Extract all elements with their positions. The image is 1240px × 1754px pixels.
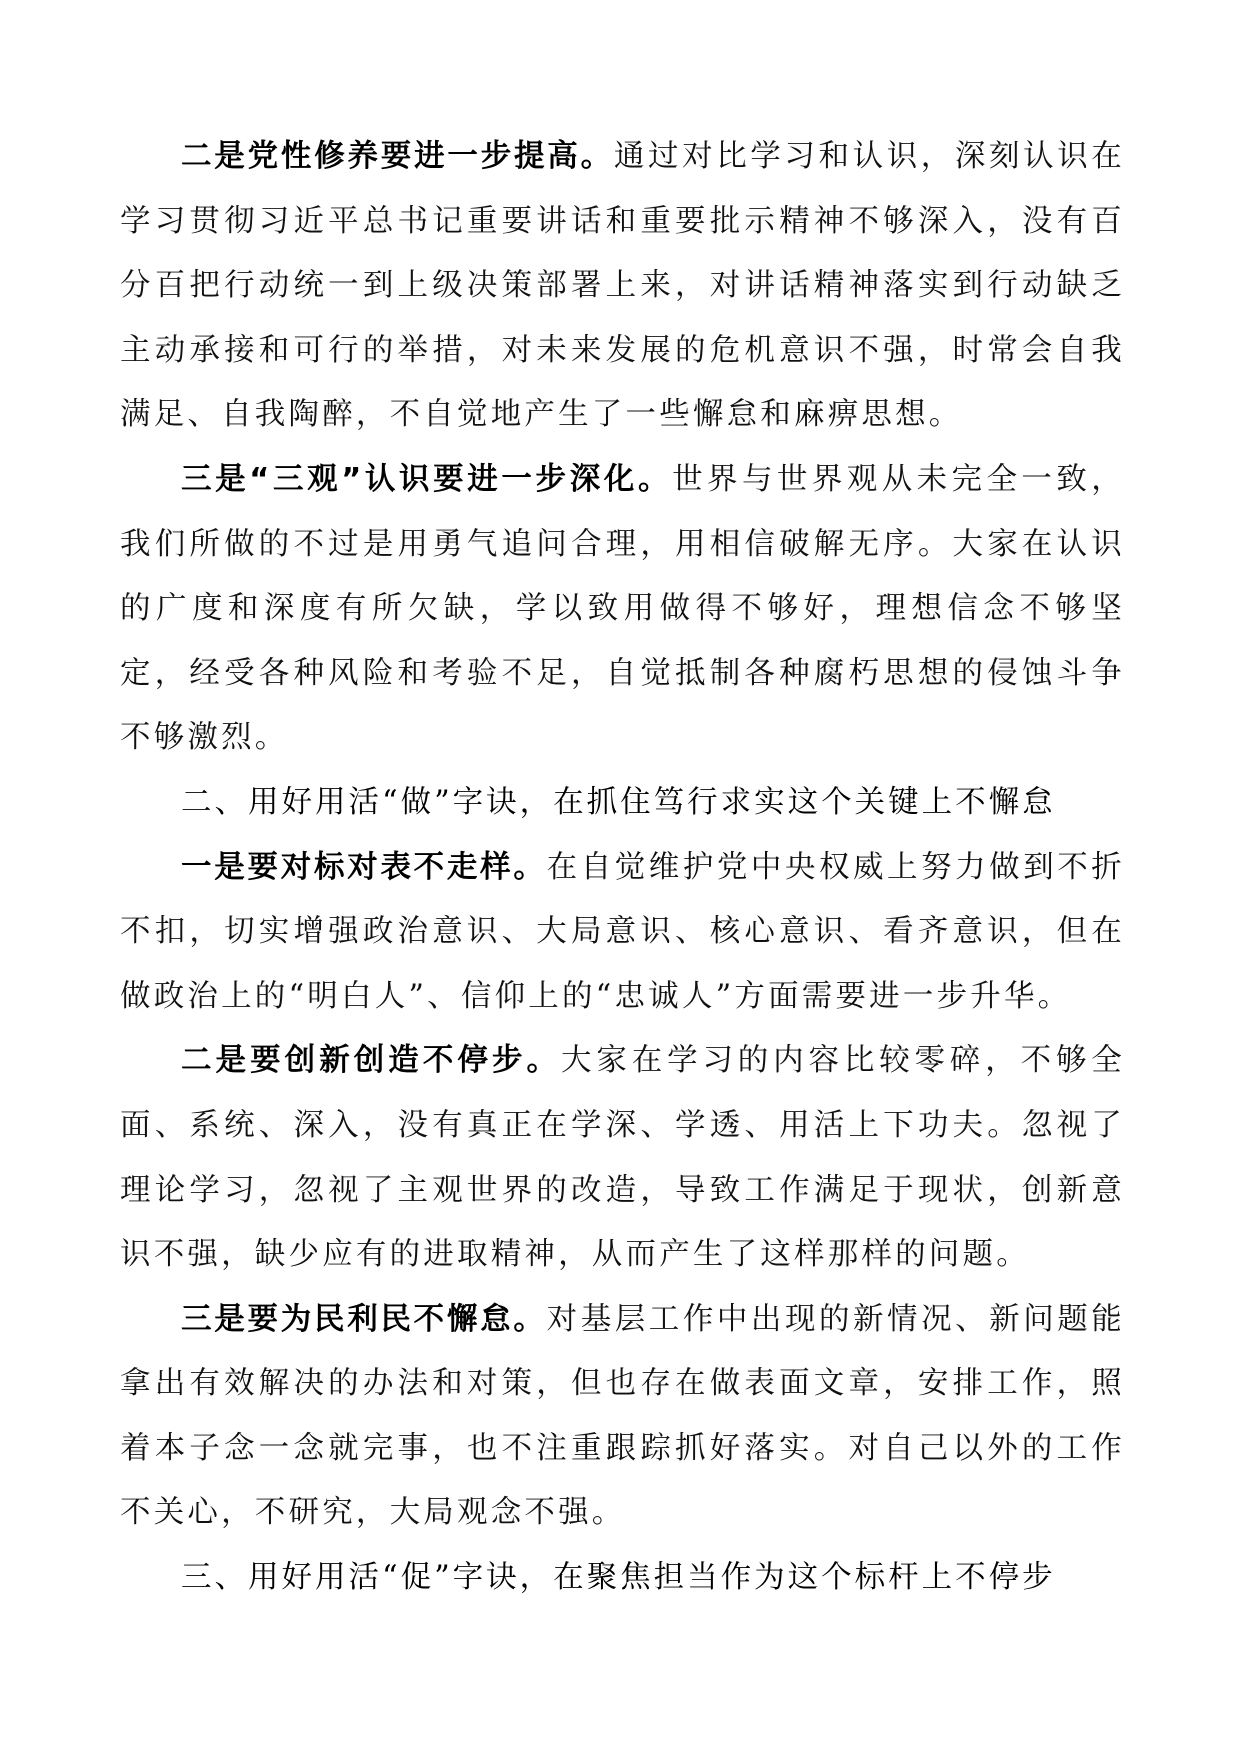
section-heading-do: 二、用好用活“做”字诀，在抓住笃行求实这个关键上不懈怠 [181, 784, 1056, 820]
paragraph-benchmark [120, 836, 1125, 1030]
paragraph-body: 通过对比学习和认识，深刻认识在学习贯彻习近平总书记重要讲话和重要批示精神不够深入，没有百分百把行动统一到上级决策部署上来，对讲话精神落实到行动缺乏主动承接和可行的举措，对未来发展的危机意识不强，时常会自我满足、自我陶醉，不自觉地产生了一些懈怠和麻痹思想。 [120, 139, 1126, 433]
paragraph-body: 大家在学习的内容比较零碎，不够全面、系统、深入，没有真正在学深、学透、用活上下功夫。忽视了理论学习，忽视了主观世界的改造，导致工作满足于现状，创新意识不强，缺少应有的进取精神，从而产生了这样那样的问题。 [120, 1043, 1125, 1273]
paragraph-innovation [120, 1029, 1125, 1287]
paragraph-lead: 二是要创新创造不停步。 [181, 1043, 562, 1079]
paragraph-body: 世界与世界观从未完全一致，我们所做的不过是用勇气追问合理，用相信破解无序。大家在认识的广度和深度有所欠缺，学以致用做得不够好，理想信念不够坚定，经受各种风险和考验不足，自觉抵制各种腐朽思想的侵蚀斗争不够激烈。 [120, 461, 1125, 756]
paragraph-serve-people [120, 1288, 1125, 1546]
paragraph-lead: 三是“三观”认识要进一步深化。 [181, 461, 673, 497]
paragraph-party-spirit [120, 125, 1125, 448]
paragraph-body: 在自觉维护党中央权威上努力做到不折不扣，切实增强政治意识、大局意识、核心意识、看齐意识，但在做政治上的“明白人”、信仰上的“忠诚人”方面需要进一步升华。 [120, 849, 1125, 1014]
paragraph-three-views [120, 448, 1125, 771]
paragraph-lead: 三是要为民利民不懈怠。 [181, 1301, 547, 1337]
paragraph-body: 对基层工作中出现的新情况、新问题能拿出有效解决的办法和对策，但也存在做表面文章，安排工作，照着本子念一念就完事，也不注重跟踪抓好落实。对自己以外的工作不关心，不研究，大局观念不强。 [120, 1301, 1125, 1531]
paragraph-lead: 二是党性修养要进一步提高。 [181, 139, 614, 174]
paragraph-lead: 一是要对标对表不走样。 [181, 849, 547, 885]
section-heading-promote: 三、用好用活“促”字诀，在聚焦担当作为这个标杆上不停步 [181, 1560, 1056, 1596]
document-body [120, 125, 1125, 1611]
